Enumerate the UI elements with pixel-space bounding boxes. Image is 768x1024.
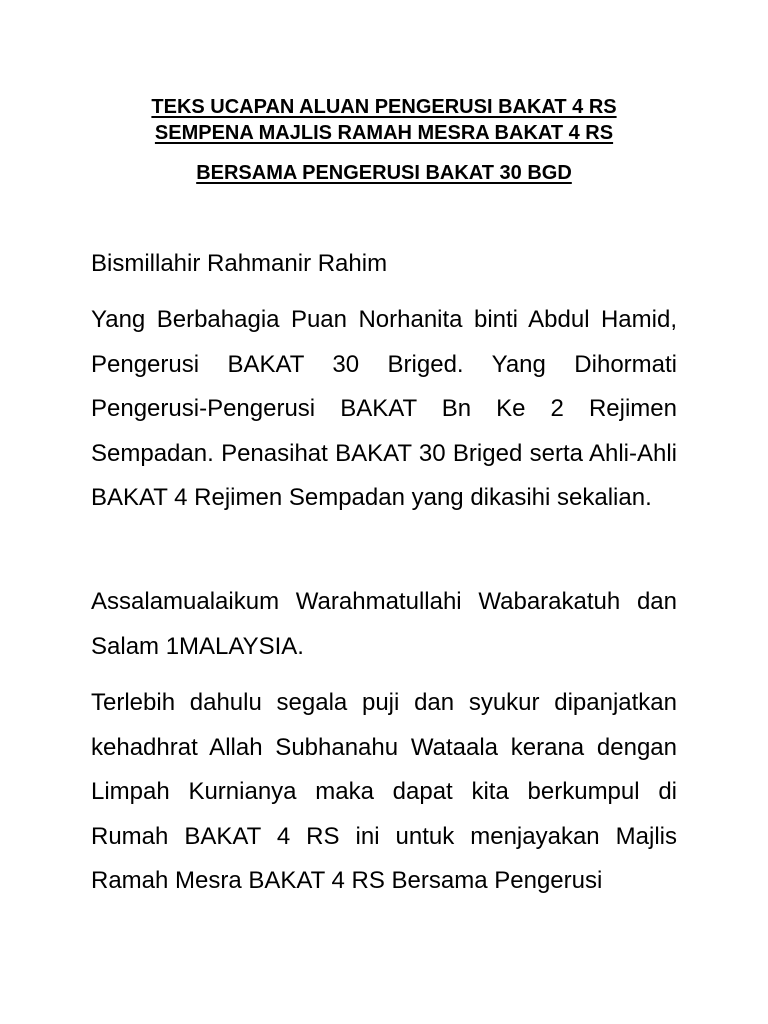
paragraph-gratitude: Terlebih dahulu segala puji dan syukur dipanjatkan kehadhrat Allah Subhanahu Wataala kerana dengan Limpah Kurnianya maka dapat kita berkumpul di Rumah BAKAT 4 RS ini untuk menjayakan Majlis Ramah Mesra BAKAT 4 RS Bersama Pengerusi [91,689,677,894]
document-title-line-3: BERSAMA PENGERUSI BAKAT 30 BGD [196,162,572,184]
paragraph-opening: Bismillahir Rahmanir Rahim [91,250,388,277]
document-title-line-1: TEKS UCAPAN ALUAN PENGERUSI BAKAT 4 RS [151,96,617,118]
document-title-line-2: SEMPENA MAJLIS RAMAH MESRA BAKAT 4 RS [154,122,614,144]
paragraph-salutation: Yang Berbahagia Puan Norhanita binti Abdul Hamid, Pengerusi BAKAT 30 Briged. Yang Dihormati Pengerusi-Pengerusi BAKAT Bn Ke 2 Rejimen Sempadan. Penasihat BAKAT 30 Briged serta Ahli-Ahli BAKAT 4 Rejimen Sempadan yang dikasihi sekalian. [91,306,677,511]
paragraph-greeting: Assalamualaikum Warahmatullahi Wabarakatuh dan Salam 1MALAYSIA. [91,588,677,660]
